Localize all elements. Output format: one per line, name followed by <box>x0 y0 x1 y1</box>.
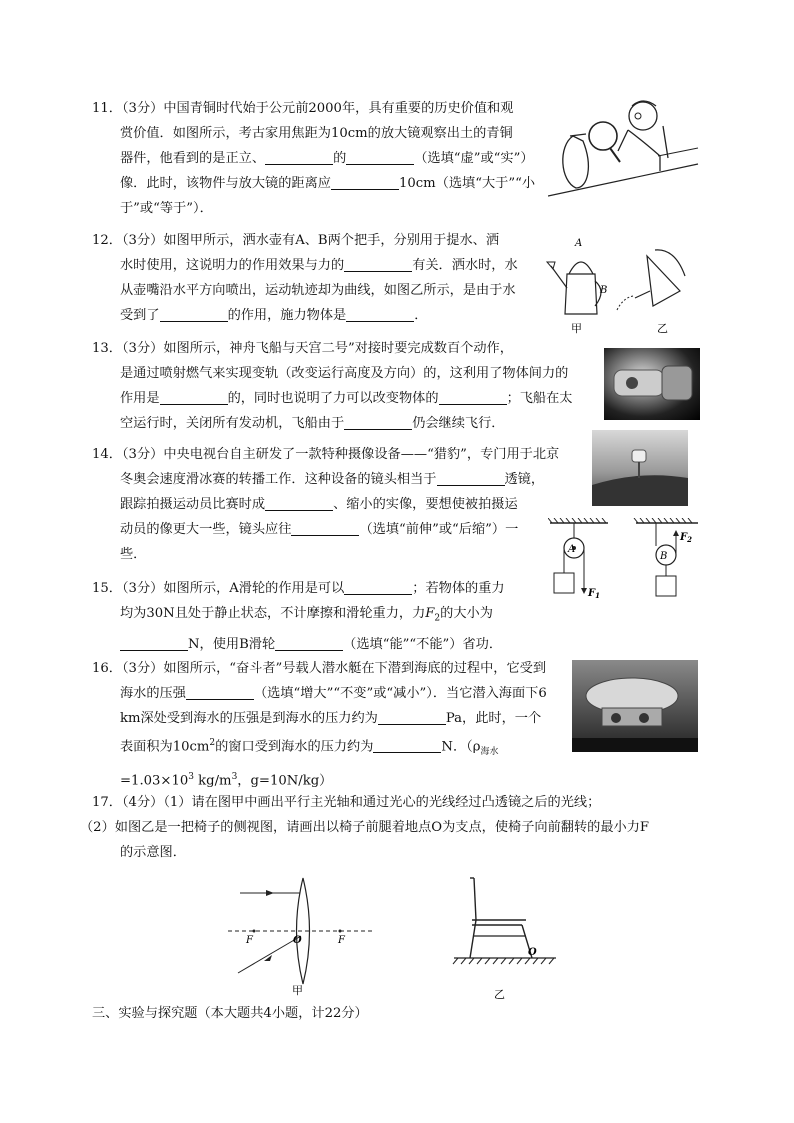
convex-lens-figure <box>228 876 378 996</box>
answer-blank[interactable] <box>344 580 412 595</box>
answer-blank[interactable] <box>275 636 343 651</box>
pulley-figure <box>548 518 708 604</box>
answer-blank[interactable] <box>346 307 414 322</box>
label-a: A <box>575 238 583 249</box>
answer-blank[interactable] <box>373 738 441 753</box>
question-11: 11．（3分）中国青铜时代始于公元前2000年，具有重要的历史价值和观 赏价值．如图所示，考古家用焦距为10cm的放大镜观察出土的青铜 器件，他看到的是正立、 的 （选填“虚”或“实”） 像．此时，该物件与放大镜的距离应 10cm（选填“大于”“小 于”或“等于”）． <box>92 101 536 216</box>
focus-label-left: F <box>246 935 253 946</box>
question-16: 16．（3分）如图所示，“奋斗者”号载人潜水艇在下潜到海底的过程中，它受到 海水的压强 （选填“增大”“不变”或“减小”）．当它潜入海面下6 km深处受到海水的压强是到海水的压力约为 Pa，此时，一个 表面积为$10cm^2$的窗口受到海水的压力约为 N．（$\rho_{海水}$ $=1.03\times 10^3$ $kg/m^3$，g=10N/kg） <box>92 661 547 789</box>
caption-jia: 甲 <box>292 984 303 996</box>
optical-center-label: O <box>293 935 302 946</box>
pulley-a-label: A <box>568 544 576 555</box>
answer-blank[interactable] <box>331 175 399 190</box>
question-12: 12．（3分）如图甲所示，洒水壶有A、B两个把手，分别用于提水、洒 水时使用，这说明力的作用效果与力的 有关．洒水时，水 从壶嘴沿水平方向喷出，运动轨迹却为曲线，如图乙所示，是由于水 受到了 的作用，施力物体是 ． <box>92 233 518 323</box>
answer-blank[interactable] <box>120 636 188 651</box>
answer-blank[interactable] <box>346 150 414 165</box>
caption-yi: 乙 <box>494 988 505 1000</box>
question-17: 17．（4分）（1）请在图甲中画出平行主光轴和通过光心的光线经过凸透镜之后的光线； （2）如图乙是一把椅子的侧视图，请画出以椅子前腿着地点O为支点，使椅子向前翻转的最小力F 的示意图． <box>80 795 650 860</box>
label-b: B <box>600 285 608 296</box>
answer-blank[interactable] <box>344 257 412 272</box>
answer-blank[interactable] <box>160 307 228 322</box>
caption-yi: 乙 <box>657 322 668 335</box>
answer-blank[interactable] <box>160 390 228 405</box>
question-13: 13．（3分）如图所示，神舟飞船与天宫二号”对接时要完成数百个动作， 是通过喷射燃气来实现变轨（改变运行高度及方向）的，这利用了物体间力的 作用是 的，同时也说明了力可以改变物体的 ；飞船在太 空运行时，关闭所有发动机，飞船由于 仍会继续飞行． <box>92 341 573 431</box>
force-f2-label: $F_2$ <box>680 532 692 544</box>
submersible-photo <box>572 660 698 752</box>
answer-blank[interactable] <box>437 471 505 486</box>
pivot-o-label: O <box>528 947 537 958</box>
question-15: 15．（3分）如图所示，A滑轮的作用是可以 ；若物体的重力 均为30N且处于静止状态，不计摩擦和滑轮重力，力$F_2$的大小为 N，使用B滑轮 （选填“能”“不能”）省功． <box>92 581 505 652</box>
section-3-heading: 三、实验与探究题（本大题共4小题，计22分） <box>92 1006 368 1021</box>
caption-jia: 甲 <box>571 322 582 335</box>
answer-blank[interactable] <box>265 150 333 165</box>
camera-rail-photo <box>592 430 688 506</box>
watering-can-figure <box>545 236 705 336</box>
archaeologist-magnifier-figure <box>548 96 700 206</box>
answer-blank[interactable] <box>291 521 359 536</box>
spacecraft-docking-photo <box>604 348 700 420</box>
answer-blank[interactable] <box>439 390 507 405</box>
answer-blank[interactable] <box>378 710 446 725</box>
answer-blank[interactable] <box>186 685 254 700</box>
answer-blank[interactable] <box>265 496 333 511</box>
pulley-b-label: B <box>660 551 668 562</box>
answer-blank[interactable] <box>344 415 412 430</box>
chair-side-view-figure <box>450 872 560 1000</box>
focus-label-right: F <box>338 935 345 946</box>
force-f1-label: $F_1$ <box>588 588 600 600</box>
question-14: 14．（3分）中央电视台自主研发了一款特种摄像设备——“猎豹”，专门用于北京 冬奥会速度滑冰赛的转播工作．这种设备的镜头相当于 透镜， 跟踪拍摄运动员比赛时成 、缩小的实像，要想使被拍摄运 动员的像更大一些，镜头应往 （选填“前伸”或“后缩”）一 些． <box>92 447 560 562</box>
